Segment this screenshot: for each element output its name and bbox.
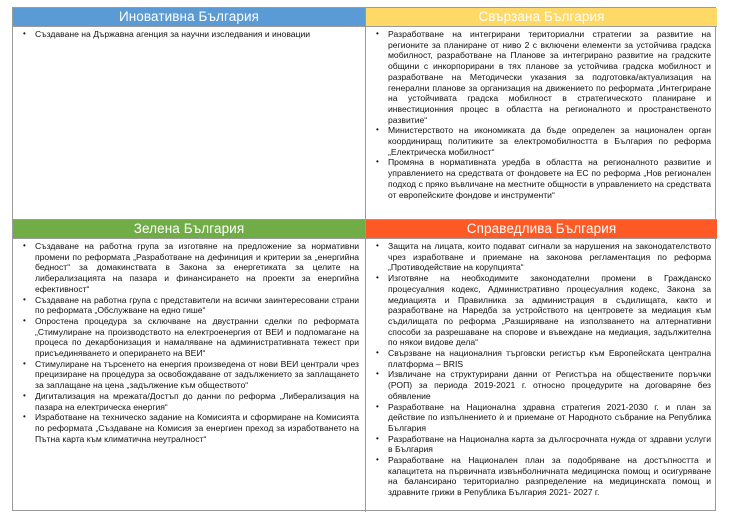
bullet-icon: • bbox=[376, 433, 379, 443]
quadrant-fair-bulgaria bbox=[366, 220, 717, 512]
list-item: • Създаване на работна група за изготвяне на предложение за нормативни промени по реформата „Разработване на дефиниция и критерии за „енергийна бедност“ за домакинствата в Закона за енергетиката за целите на либерализацията на пазара и финансирането на проекти за енергийна ефективност“ bbox=[23, 241, 359, 294]
bullet-icon: • bbox=[23, 390, 26, 400]
list-item: • Свързване на националния търговски регистър към Европейската централна платформа – BRIS bbox=[376, 348, 711, 369]
reform-list bbox=[366, 239, 717, 498]
bullet-icon: • bbox=[376, 401, 379, 411]
list-item: • Разработване на Национална карта за дългосрочната нужда от здравни услуги в България bbox=[376, 433, 711, 455]
list-item: • Дигитализация на мрежата/Достъп до данни по реформа „Либерализация на пазара на електрическа енергия“ bbox=[23, 390, 359, 412]
bullet-icon: • bbox=[376, 369, 379, 379]
quadrant-connected-bulgaria bbox=[366, 8, 717, 220]
bullet-icon: • bbox=[23, 29, 26, 38]
bullet-icon: • bbox=[376, 273, 379, 283]
bullet-icon: • bbox=[376, 125, 379, 135]
list-item: • Извличане на структурирани данни от Регистъра на обществените поръчки (РОП) за периода 2019-2021 г. относно процедурите на договаряне без обявление bbox=[376, 369, 711, 401]
reform-list bbox=[366, 27, 717, 200]
reform-list bbox=[13, 27, 365, 40]
bullet-icon: • bbox=[23, 241, 26, 250]
reform-list bbox=[13, 239, 365, 444]
list-item: • Създаване на работна група с представители на всички заинтересовани страни по реформата „Обслужване на едно гише“ bbox=[23, 294, 359, 316]
bullet-icon: • bbox=[376, 348, 379, 358]
bullet-icon: • bbox=[23, 358, 26, 368]
bullet-icon: • bbox=[376, 241, 379, 250]
reform-table bbox=[12, 7, 716, 511]
list-item: • Изработване на техническо задание на Комисията и сформиране на Комисията по реформата „Създаване на Комисия за енергиен преход за изработването на Пътна карта към климатична неутралност“ bbox=[23, 412, 359, 444]
list-item: • Стимулиране на търсенето на енергия произведена от нови ВЕИ централи чрез прецизиране на процедура за освобождаване от задължението за заплащането за заплащане на цена „задължение към обществото“ bbox=[23, 358, 359, 391]
list-item: • Опростена процедура за сключване на двустранни сделки по реформата „Стимулиране на производството на електроенергия от ВЕИ и подпомагане на процеса по декарбонизация и намаляване на административната тежест при присъединяването и оперирането на ВЕИ“ bbox=[23, 315, 359, 359]
bullet-icon: • bbox=[23, 315, 26, 325]
list-item: • Промяна в нормативната уредба в областта на регионалното развитие и управлението на средствата от фондовете на ЕС по реформа „Нов регионален подход с пряко въвличане на местните общности в управлението на средствата от европейските фондове и инструменти“ bbox=[376, 157, 711, 200]
list-item: • Изготвяне на необходимите законодателни промени в Гражданско процесуалния кодекс, Административно процесуалния кодекс, Закона за медиацията и Правилника за администрация в съдилищата, както и разработване на Наредба за устройството на центровете за медиация към съдилищата по реформа „Разширяване на използването на алтернативни способи за разрешаване на спорове и въвеждане на медиация, задължителна по някои видове дела“ bbox=[376, 273, 711, 348]
bullet-icon: • bbox=[23, 412, 26, 422]
quadrant-title: Иновативна България bbox=[13, 8, 365, 27]
list-item: • Защита на лицата, които подават сигнали за нарушения на законодателството чрез изработване и приемане на законова регламентация по реформа „Противодействие на корупцията“ bbox=[376, 241, 711, 273]
quadrant-title: Справедлива България bbox=[366, 220, 717, 239]
bullet-icon: • bbox=[23, 294, 26, 304]
list-item: • Разработване на Национален план за подобряване на достъпността и капацитета на първичната извънболничната медицинска помощ и осигуряване на балансирано териториално разпределение на медицинската помощ и здравните грижи в Република България 2021- 2027 г. bbox=[376, 455, 711, 498]
quadrant-innovative-bulgaria bbox=[13, 8, 366, 220]
quadrant-title: Свързана България bbox=[366, 8, 717, 27]
list-item: • Разработване на интегрирани териториални стратегии за развитие на регионите за планиране от ниво 2 с включени елементи за устойчива градска мобилност, разработване на Планове за интегрирано развитие на градските общини с инкорпорирани в тях планове за устойчива градска мобилност и разработване на Методически указания за подготовка/актуализация на генерални планове за организация на движението по реформата „Интегриране на устойчивата градска мобилност в стратегическото планиране и инвестиционния процес в областта на регионалното и пространственото развитие“ bbox=[376, 29, 711, 125]
quadrant-title: Зелена България bbox=[13, 220, 365, 239]
list-item: • Създаване на Държавна агенция за научни изследвания и иновации bbox=[23, 29, 311, 39]
list-item: • Разработване на Национална здравна стратегия 2021-2030 г. и план за действие по изпълнението ѝ и приемане от Народното събрание на Република България bbox=[376, 401, 711, 433]
bullet-icon: • bbox=[376, 157, 379, 167]
list-item: • Министерството на икономиката да бъде определен за национален орган координиращ политиките за електромобилността в България по реформа „Електрическа мобилност“ bbox=[376, 125, 711, 157]
bullet-icon: • bbox=[376, 29, 379, 38]
bullet-icon: • bbox=[376, 455, 379, 465]
quadrant-green-bulgaria bbox=[13, 220, 366, 512]
